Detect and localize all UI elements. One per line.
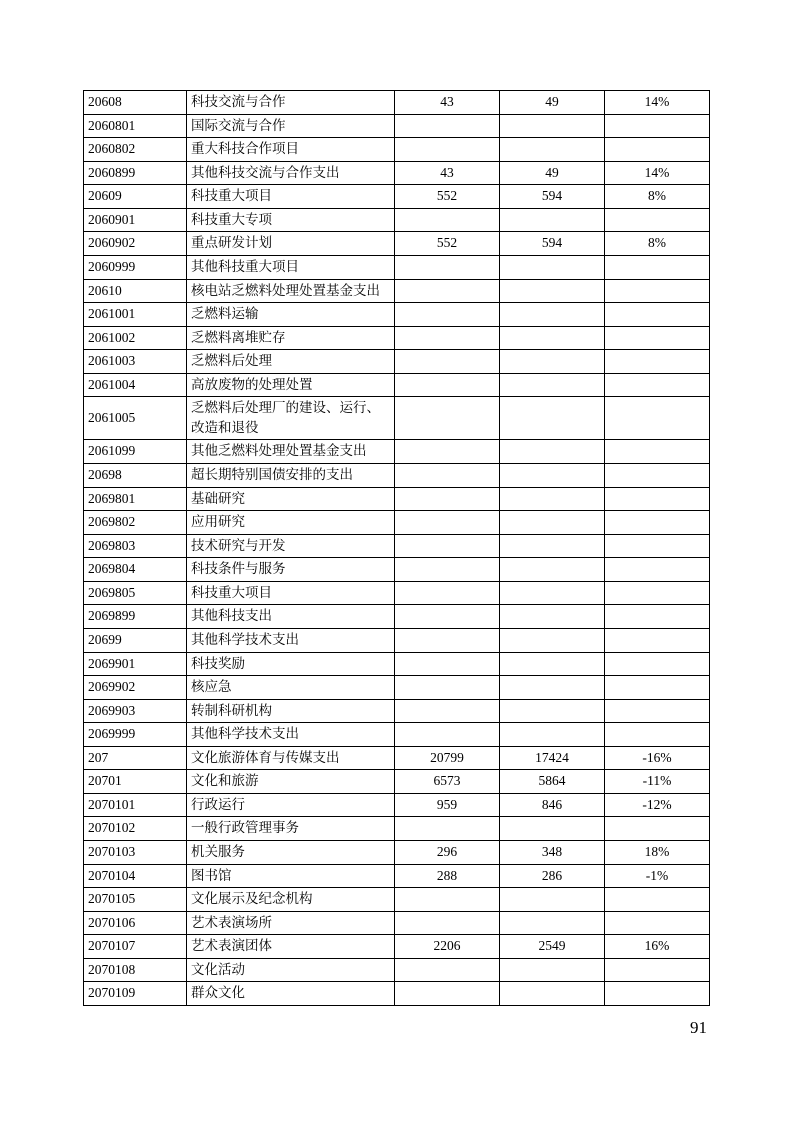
table-row xyxy=(84,581,710,605)
cell-value-a xyxy=(395,534,500,558)
cell-change xyxy=(605,652,710,676)
table-row xyxy=(84,628,710,652)
cell-value-b xyxy=(500,373,605,397)
cell-value-b: 286 xyxy=(500,864,605,888)
cell-name: 核电站乏燃料处理处置基金支出 xyxy=(187,279,395,303)
cell-value-a: 296 xyxy=(395,841,500,865)
cell-change xyxy=(605,487,710,511)
cell-name: 国际交流与合作 xyxy=(187,114,395,138)
cell-change xyxy=(605,982,710,1006)
cell-value-a xyxy=(395,326,500,350)
cell-code: 2069804 xyxy=(84,558,187,582)
cell-code: 2070105 xyxy=(84,888,187,912)
cell-change: -16% xyxy=(605,746,710,770)
table-row xyxy=(84,279,710,303)
cell-value-a xyxy=(395,699,500,723)
cell-name: 科技重大专项 xyxy=(187,208,395,232)
cell-value-b xyxy=(500,464,605,488)
cell-name: 文化展示及纪念机构 xyxy=(187,888,395,912)
cell-value-b: 348 xyxy=(500,841,605,865)
cell-code: 20610 xyxy=(84,279,187,303)
cell-value-a xyxy=(395,373,500,397)
cell-code: 2060901 xyxy=(84,208,187,232)
cell-value-a xyxy=(395,628,500,652)
cell-name: 行政运行 xyxy=(187,793,395,817)
budget-table-body xyxy=(84,91,710,1006)
cell-value-a xyxy=(395,138,500,162)
cell-value-b xyxy=(500,534,605,558)
cell-code: 2069903 xyxy=(84,699,187,723)
cell-value-a: 20799 xyxy=(395,746,500,770)
cell-change: -11% xyxy=(605,770,710,794)
cell-change xyxy=(605,605,710,629)
cell-change xyxy=(605,255,710,279)
cell-value-b xyxy=(500,350,605,374)
cell-name: 科技条件与服务 xyxy=(187,558,395,582)
cell-value-a xyxy=(395,255,500,279)
cell-value-b xyxy=(500,605,605,629)
cell-code: 2061003 xyxy=(84,350,187,374)
cell-value-a: 2206 xyxy=(395,935,500,959)
cell-value-b: 846 xyxy=(500,793,605,817)
cell-change: 16% xyxy=(605,935,710,959)
cell-value-b: 17424 xyxy=(500,746,605,770)
cell-value-b xyxy=(500,723,605,747)
cell-code: 2069801 xyxy=(84,487,187,511)
table-row xyxy=(84,770,710,794)
cell-name: 其他科技支出 xyxy=(187,605,395,629)
cell-change xyxy=(605,464,710,488)
cell-value-a: 552 xyxy=(395,185,500,209)
cell-code: 2069805 xyxy=(84,581,187,605)
cell-code: 2070108 xyxy=(84,958,187,982)
cell-change: 18% xyxy=(605,841,710,865)
table-row xyxy=(84,676,710,700)
cell-code: 2069803 xyxy=(84,534,187,558)
cell-code: 20701 xyxy=(84,770,187,794)
cell-code: 2069899 xyxy=(84,605,187,629)
table-row xyxy=(84,232,710,256)
cell-code: 2070109 xyxy=(84,982,187,1006)
cell-value-a xyxy=(395,581,500,605)
table-row xyxy=(84,911,710,935)
cell-change xyxy=(605,303,710,327)
cell-change xyxy=(605,888,710,912)
cell-value-a: 552 xyxy=(395,232,500,256)
cell-change xyxy=(605,138,710,162)
cell-change xyxy=(605,699,710,723)
table-row xyxy=(84,652,710,676)
cell-value-b xyxy=(500,676,605,700)
cell-value-a xyxy=(395,982,500,1006)
cell-value-b xyxy=(500,279,605,303)
table-row xyxy=(84,534,710,558)
table-row xyxy=(84,208,710,232)
cell-name: 其他科学技术支出 xyxy=(187,723,395,747)
cell-value-b xyxy=(500,888,605,912)
cell-code: 2069999 xyxy=(84,723,187,747)
cell-code: 2061001 xyxy=(84,303,187,327)
table-row xyxy=(84,373,710,397)
cell-value-b xyxy=(500,628,605,652)
cell-value-b xyxy=(500,397,605,440)
cell-name: 乏燃料运输 xyxy=(187,303,395,327)
cell-name: 其他科学技术支出 xyxy=(187,628,395,652)
cell-value-b xyxy=(500,982,605,1006)
cell-code: 20698 xyxy=(84,464,187,488)
cell-code: 2070101 xyxy=(84,793,187,817)
table-row xyxy=(84,440,710,464)
cell-value-a xyxy=(395,911,500,935)
cell-change: 14% xyxy=(605,161,710,185)
cell-name: 科技重大项目 xyxy=(187,185,395,209)
table-row xyxy=(84,464,710,488)
cell-code: 2070104 xyxy=(84,864,187,888)
cell-change xyxy=(605,373,710,397)
table-row xyxy=(84,91,710,115)
table-row xyxy=(84,350,710,374)
cell-name: 转制科研机构 xyxy=(187,699,395,723)
cell-change xyxy=(605,958,710,982)
cell-change xyxy=(605,723,710,747)
cell-value-b xyxy=(500,487,605,511)
cell-code: 20608 xyxy=(84,91,187,115)
cell-value-a xyxy=(395,723,500,747)
cell-value-a xyxy=(395,487,500,511)
table-row xyxy=(84,723,710,747)
cell-change xyxy=(605,911,710,935)
table-row xyxy=(84,888,710,912)
cell-code: 2070107 xyxy=(84,935,187,959)
cell-value-a xyxy=(395,208,500,232)
cell-code: 2061099 xyxy=(84,440,187,464)
cell-code: 207 xyxy=(84,746,187,770)
cell-code: 20609 xyxy=(84,185,187,209)
cell-name: 其他科技交流与合作支出 xyxy=(187,161,395,185)
cell-value-b xyxy=(500,699,605,723)
cell-change xyxy=(605,208,710,232)
table-row xyxy=(84,793,710,817)
table-row xyxy=(84,699,710,723)
cell-change xyxy=(605,534,710,558)
table-row xyxy=(84,817,710,841)
cell-value-a xyxy=(395,279,500,303)
cell-name: 技术研究与开发 xyxy=(187,534,395,558)
cell-change xyxy=(605,279,710,303)
cell-value-a: 288 xyxy=(395,864,500,888)
cell-code: 20699 xyxy=(84,628,187,652)
cell-change xyxy=(605,558,710,582)
cell-name: 乏燃料离堆贮存 xyxy=(187,326,395,350)
cell-name: 乏燃料后处理 xyxy=(187,350,395,374)
cell-code: 2070106 xyxy=(84,911,187,935)
cell-value-a xyxy=(395,817,500,841)
cell-change xyxy=(605,114,710,138)
table-row xyxy=(84,255,710,279)
cell-value-a xyxy=(395,652,500,676)
cell-value-a xyxy=(395,605,500,629)
cell-change: 8% xyxy=(605,185,710,209)
cell-code: 2060902 xyxy=(84,232,187,256)
cell-value-a: 959 xyxy=(395,793,500,817)
table-row xyxy=(84,841,710,865)
table-row xyxy=(84,303,710,327)
cell-name: 科技奖励 xyxy=(187,652,395,676)
cell-name: 图书馆 xyxy=(187,864,395,888)
cell-value-a xyxy=(395,397,500,440)
cell-value-b xyxy=(500,511,605,535)
cell-name: 艺术表演团体 xyxy=(187,935,395,959)
cell-name: 文化活动 xyxy=(187,958,395,982)
cell-name: 群众文化 xyxy=(187,982,395,1006)
cell-change xyxy=(605,628,710,652)
table-row xyxy=(84,511,710,535)
cell-name: 乏燃料后处理厂的建设、运行、改造和退役 xyxy=(187,397,395,440)
cell-value-b xyxy=(500,581,605,605)
cell-value-a xyxy=(395,114,500,138)
cell-value-b: 594 xyxy=(500,185,605,209)
table-row xyxy=(84,935,710,959)
table-row xyxy=(84,326,710,350)
cell-value-b xyxy=(500,138,605,162)
cell-change xyxy=(605,581,710,605)
cell-name: 一般行政管理事务 xyxy=(187,817,395,841)
cell-value-b xyxy=(500,652,605,676)
cell-change xyxy=(605,397,710,440)
cell-name: 机关服务 xyxy=(187,841,395,865)
cell-name: 科技重大项目 xyxy=(187,581,395,605)
cell-name: 重大科技合作项目 xyxy=(187,138,395,162)
cell-name: 核应急 xyxy=(187,676,395,700)
cell-code: 2061004 xyxy=(84,373,187,397)
cell-code: 2060801 xyxy=(84,114,187,138)
cell-name: 其他科技重大项目 xyxy=(187,255,395,279)
cell-name: 科技交流与合作 xyxy=(187,91,395,115)
cell-code: 2061005 xyxy=(84,397,187,440)
cell-value-a xyxy=(395,440,500,464)
cell-value-b xyxy=(500,440,605,464)
cell-change xyxy=(605,817,710,841)
cell-code: 2069902 xyxy=(84,676,187,700)
page-number: 91 xyxy=(690,1018,707,1037)
table-row xyxy=(84,114,710,138)
cell-code: 2060802 xyxy=(84,138,187,162)
cell-value-b xyxy=(500,326,605,350)
cell-change: 8% xyxy=(605,232,710,256)
cell-name: 其他乏燃料处理处置基金支出 xyxy=(187,440,395,464)
cell-value-a xyxy=(395,558,500,582)
cell-change: -1% xyxy=(605,864,710,888)
cell-value-a xyxy=(395,350,500,374)
table-row xyxy=(84,397,710,440)
cell-change xyxy=(605,440,710,464)
table-row xyxy=(84,161,710,185)
budget-table-container xyxy=(83,90,710,1006)
cell-value-a xyxy=(395,958,500,982)
cell-value-a: 43 xyxy=(395,161,500,185)
cell-value-b xyxy=(500,958,605,982)
cell-value-b xyxy=(500,911,605,935)
cell-value-b: 5864 xyxy=(500,770,605,794)
cell-value-b xyxy=(500,558,605,582)
cell-value-a: 43 xyxy=(395,91,500,115)
cell-name: 应用研究 xyxy=(187,511,395,535)
table-row xyxy=(84,138,710,162)
table-row xyxy=(84,185,710,209)
cell-change: -12% xyxy=(605,793,710,817)
cell-change xyxy=(605,511,710,535)
cell-code: 2070103 xyxy=(84,841,187,865)
cell-name: 高放废物的处理处置 xyxy=(187,373,395,397)
cell-name: 文化和旅游 xyxy=(187,770,395,794)
cell-value-a xyxy=(395,511,500,535)
table-row xyxy=(84,958,710,982)
cell-change xyxy=(605,676,710,700)
cell-value-b: 49 xyxy=(500,91,605,115)
cell-code: 2060899 xyxy=(84,161,187,185)
cell-value-b: 2549 xyxy=(500,935,605,959)
table-row xyxy=(84,864,710,888)
budget-table xyxy=(83,90,710,1006)
cell-value-b xyxy=(500,303,605,327)
cell-value-a xyxy=(395,303,500,327)
cell-code: 2060999 xyxy=(84,255,187,279)
table-row xyxy=(84,487,710,511)
cell-value-a xyxy=(395,676,500,700)
table-row xyxy=(84,558,710,582)
cell-value-a xyxy=(395,888,500,912)
cell-value-b xyxy=(500,114,605,138)
cell-value-b xyxy=(500,208,605,232)
cell-code: 2061002 xyxy=(84,326,187,350)
cell-name: 基础研究 xyxy=(187,487,395,511)
cell-value-a: 6573 xyxy=(395,770,500,794)
cell-name: 艺术表演场所 xyxy=(187,911,395,935)
table-row xyxy=(84,982,710,1006)
table-row xyxy=(84,605,710,629)
cell-value-b xyxy=(500,255,605,279)
cell-change xyxy=(605,350,710,374)
cell-value-a xyxy=(395,464,500,488)
cell-name: 文化旅游体育与传媒支出 xyxy=(187,746,395,770)
cell-change: 14% xyxy=(605,91,710,115)
cell-value-b: 49 xyxy=(500,161,605,185)
cell-code: 2070102 xyxy=(84,817,187,841)
cell-value-b xyxy=(500,817,605,841)
cell-name: 重点研发计划 xyxy=(187,232,395,256)
cell-name: 超长期特别国债安排的支出 xyxy=(187,464,395,488)
cell-change xyxy=(605,326,710,350)
cell-code: 2069901 xyxy=(84,652,187,676)
table-row xyxy=(84,746,710,770)
cell-code: 2069802 xyxy=(84,511,187,535)
cell-value-b: 594 xyxy=(500,232,605,256)
